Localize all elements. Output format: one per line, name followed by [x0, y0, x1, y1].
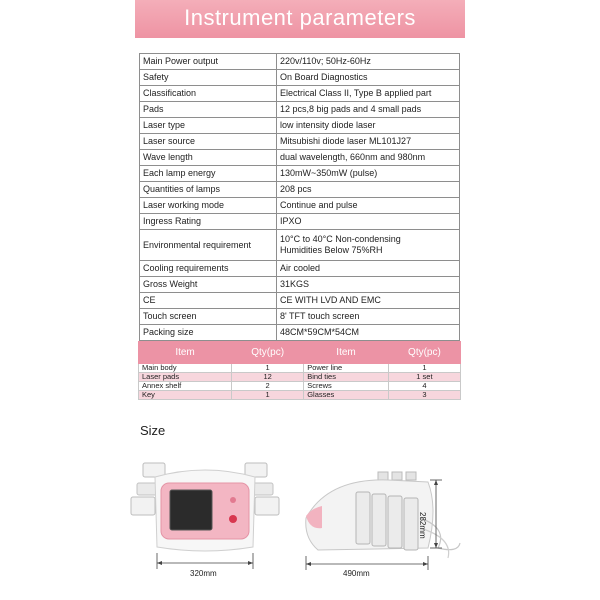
qty-cell: Glasses	[304, 391, 389, 400]
spec-label: Laser source	[140, 134, 277, 150]
spec-row	[140, 198, 460, 214]
spec-row	[140, 134, 460, 150]
size-heading: Size	[140, 423, 166, 438]
qty-header-qty-2: Qty(pc)	[388, 342, 460, 364]
spec-value-line: Humidities Below 75%RH	[280, 245, 383, 255]
spec-row	[140, 277, 460, 293]
spec-row	[140, 261, 460, 277]
spec-label: Ingress Rating	[140, 214, 277, 230]
page-title: Instrument parameters	[184, 5, 416, 30]
spec-table	[139, 53, 460, 341]
qty-cell: 4	[388, 382, 460, 391]
spec-label: Touch screen	[140, 309, 277, 325]
spec-value	[277, 230, 460, 261]
spec-value: dual wavelength, 660nm and 980nm	[277, 150, 460, 166]
spec-value: IPXO	[277, 214, 460, 230]
spec-value: 8' TFT touch screen	[277, 309, 460, 325]
qty-cell: 1	[232, 391, 304, 400]
spec-label: Safety	[140, 70, 277, 86]
height-dimension-label: 282mm	[418, 512, 427, 539]
title-banner	[135, 0, 465, 38]
spec-value: 208 pcs	[277, 182, 460, 198]
spec-label: Gross Weight	[140, 277, 277, 293]
qty-cell: Power line	[304, 364, 389, 373]
spec-label: Packing size	[140, 325, 277, 341]
spec-row	[140, 118, 460, 134]
qty-cell: 1	[232, 364, 304, 373]
qty-cell: 12	[232, 373, 304, 382]
qty-header-row	[139, 342, 461, 364]
spec-value: Mitsubishi diode laser ML101J27	[277, 134, 460, 150]
qty-cell: 3	[388, 391, 460, 400]
spec-value: 130mW~350mW (pulse)	[277, 166, 460, 182]
spec-row	[140, 309, 460, 325]
spec-row	[140, 166, 460, 182]
spec-row	[140, 293, 460, 309]
qty-cell: 1	[388, 364, 460, 373]
qty-row	[139, 382, 461, 391]
device-front-image	[125, 455, 285, 575]
qty-cell: Key	[139, 391, 232, 400]
qty-cell: 2	[232, 382, 304, 391]
spec-label: Classification	[140, 86, 277, 102]
spec-row	[140, 214, 460, 230]
qty-header-item: Item	[139, 342, 232, 364]
spec-value: low intensity diode laser	[277, 118, 460, 134]
spec-label: Environmental requirement	[140, 230, 277, 261]
spec-row	[140, 325, 460, 341]
spec-label: Laser working mode	[140, 198, 277, 214]
qty-row	[139, 391, 461, 400]
spec-label: Laser type	[140, 118, 277, 134]
spec-label: Wave length	[140, 150, 277, 166]
spec-value: On Board Diagnostics	[277, 70, 460, 86]
qty-header-qty: Qty(pc)	[232, 342, 304, 364]
spec-label: Quantities of lamps	[140, 182, 277, 198]
qty-table	[138, 341, 461, 400]
spec-row	[140, 230, 460, 261]
device-side-image	[288, 458, 470, 576]
spec-value: 12 pcs,8 big pads and 4 small pads	[277, 102, 460, 118]
spec-label: CE	[140, 293, 277, 309]
spec-label: Pads	[140, 102, 277, 118]
spec-row	[140, 150, 460, 166]
qty-cell: Main body	[139, 364, 232, 373]
spec-row	[140, 54, 460, 70]
qty-header-item-2: Item	[304, 342, 389, 364]
spec-value: 48CM*59CM*54CM	[277, 325, 460, 341]
spec-label: Main Power output	[140, 54, 277, 70]
qty-row	[139, 364, 461, 373]
qty-cell: 1 set	[388, 373, 460, 382]
spec-value: CE WITH LVD AND EMC	[277, 293, 460, 309]
qty-cell: Laser pads	[139, 373, 232, 382]
qty-row	[139, 373, 461, 382]
spec-value: Electrical Class II, Type B applied part	[277, 86, 460, 102]
qty-cell: Annex shelf	[139, 382, 232, 391]
spec-value: 220v/110v; 50Hz-60Hz	[277, 54, 460, 70]
spec-label: Cooling requirements	[140, 261, 277, 277]
width-dimension-label: 320mm	[190, 569, 217, 578]
spec-row	[140, 102, 460, 118]
qty-cell: Bind ties	[304, 373, 389, 382]
depth-dimension-label: 490mm	[343, 569, 370, 578]
spec-row	[140, 70, 460, 86]
spec-label: Each lamp energy	[140, 166, 277, 182]
spec-value: Continue and pulse	[277, 198, 460, 214]
spec-row	[140, 86, 460, 102]
qty-cell: Screws	[304, 382, 389, 391]
spec-value: Air cooled	[277, 261, 460, 277]
spec-row	[140, 182, 460, 198]
spec-value: 31KGS	[277, 277, 460, 293]
spec-value-line: 10°C to 40°C Non-condensing	[280, 234, 401, 244]
